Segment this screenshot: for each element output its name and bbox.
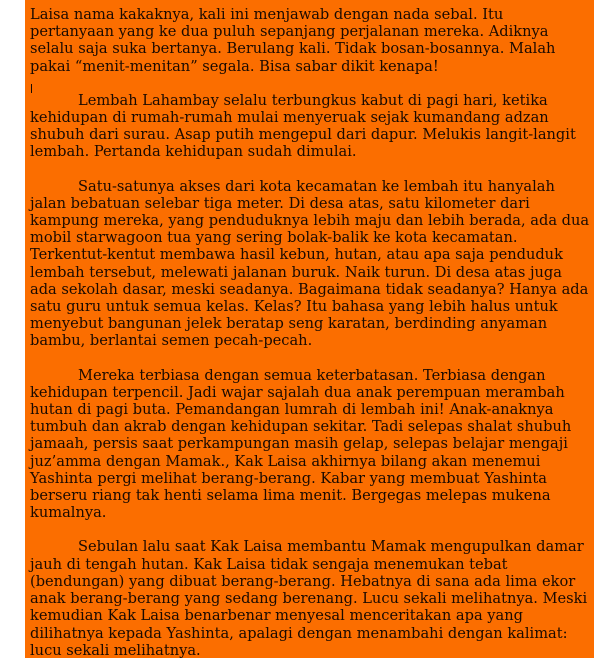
paragraph-gap: [30, 161, 590, 178]
paragraph-3: Satu-satunya akses dari kota kecamatan ke lembah itu hanyalah jalan bebatuan selebar tiga meter. Di desa atas, satu kilometer dari kampung mereka, yang penduduknya lebih maju dan lebih berada, ada dua mobil starwagoon tua yang sering bolak-balik ke kota kecamatan. Terkentut-kentut membawa hasil kebun, hutan, atau apa saja penduduk lembah tersebut, melewati jalanan buruk. Naik turun. Di desa atas juga ada sekolah dasar, meski seadanya. Bagaimana tidak seadanya? Hanya ada satu guru untuk semua kelas. Kelas? Itu bahasa yang lebih halus untuk menyebut bangunan jelek beratap seng karatan, berdinding anyaman bambu, berlantai semen pecah-pecah.: [30, 177, 590, 350]
paragraph-gap: [30, 350, 590, 367]
document-page: [25, 0, 594, 658]
paragraph-2: Lembah Lahambay selalu terbungkus kabut di pagi hari, ketika kehidupan di rumah-rumah mulai menyeruak sejak kumandang adzan shubuh dari surau. Asap putih mengepul dari dapur. Melukis langit-langit lembah. Pertanda kehidupan sudah dimulai.: [30, 91, 576, 161]
paragraph-1: Laisa nama kakaknya, kali ini menjawab dengan nada sebal. Itu pertanyaan yang ke dua puluh sepanjang perjalanan mereka. Adiknya selalu saja suka bertanya. Berulang kali. Tidak bosan-bosannya. Malah pakai “menit-menitan” segala. Bisa sabar dikit kenapa!: [30, 6, 556, 75]
document-body: [30, 6, 590, 658]
paragraph-5: Sebulan lalu saat Kak Laisa membantu Mamak mengupulkan damar jauh di tengah hutan. Kak Laisa tidak sengaja menemukan tebat (bendungan) yang dibuat berang-berang. Hebatnya di sana ada lima ekor anak berang-berang yang sedang berenang. Lucu sekali melihatnya. Meski kemudian Kak Laisa benarbenar menyesal menceritakan apa yang dilihatnya kepada Yashinta, apalagi dengan menambahi dengan kalimat: lucu sekali melihatnya.: [30, 538, 588, 658]
paragraph-gap: [30, 75, 590, 92]
paragraph-gap: [30, 521, 590, 538]
text-cursor: [31, 84, 32, 93]
paragraph-4: Mereka terbiasa dengan semua keterbatasan. Terbiasa dengan kehidupan terpencil. Jadi wajar sajalah dua anak perempuan merambah hutan di pagi buta. Pemandangan lumrah di lembah ini! Anak-anaknya tumbuh dan akrab dengan kehidupan sekitar. Tadi selepas shalat shubuh jamaah, persis saat perkampungan masih gelap, selepas belajar mengaji juz’amma dengan Mamak., Kak Laisa akhirnya bilang akan menemui Yashinta pergi melihat berang-berang. Kabar yang membuat Yashinta berseru riang tak henti selama lima menit. Bergegas melepas mukena kumalnya.: [30, 366, 572, 522]
